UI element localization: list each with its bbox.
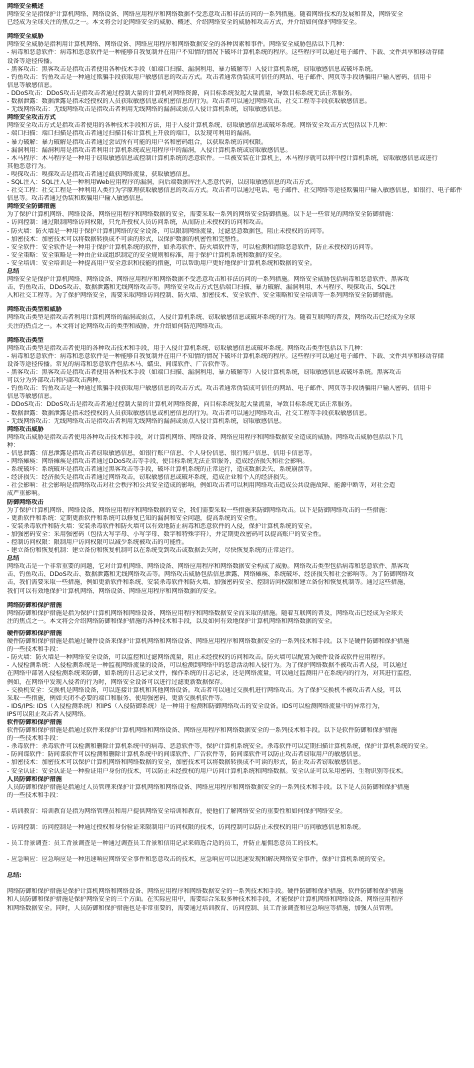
list-item: - 病毒和恶意软件：病毒和恶意软件是一种能够自我复制并在用户不知情的情况下破坏计算机系统的程序。这些程序可以通过电子邮件、下载、文件共享和移动存储 [7, 352, 444, 360]
list-item: - 防火墙：防火墙是一种用于保护计算机网络的安全设备，可以限制网络流量，过滤恶意数据包，阻止未授权的访问等。 [7, 227, 329, 235]
paragraph-line: 的一些技术和手段： [7, 735, 62, 743]
paragraph-line: 网络攻击威胁是指攻击者使用各种攻击技术和手段，对计算机网络、网络设备、网络应用程序和网络数据安全造成的威胁。网络攻击威胁包括以下几 [7, 433, 404, 441]
list-item: - 安装杀毒软件和防火墙：安装杀毒软件和防火墙可以有效地防止病毒和恶意软件的入侵，保护计算机系统的安全。 [7, 522, 316, 530]
paragraph-line: 我们可以有效地保护计算机网络、网络设备、网络应用程序和网络数据的安全。 [7, 587, 221, 595]
list-item: 信息等敏感信息。 [7, 81, 56, 89]
list-item: - 安全认证：安全认证是一种验证用户身份的技术，可以防止未经授权的用户访问计算机系统和网络数据。安全认证可以采用密码、生物识别等技术。 [7, 767, 408, 775]
paragraph-line: 的一些技术和手段： [7, 646, 62, 654]
paragraph-line: 网络攻击是一个非常重要的问题，它对计算机网络、网络设备、网络应用程序和网络数据安全构成了威胁。网络攻击类型包括病毒和恶意软件、黑客攻 [7, 563, 410, 571]
list-item: - 员工背景调查：员工背景调查是一种通过调查员工背景和信用记录来筛选合适的员工，并防止雇佣恶意员工的技术。 [7, 840, 322, 848]
paragraph-line: 击、钓鱼攻击、DDoS攻击、数据泄露和无线网络攻击等。网络安全攻击方式包括端口扫描、暴力破解、漏洞利用、木马程序、嗅探攻击、SQL注 [7, 284, 396, 292]
list-item: - 无线网络攻击：无线网络攻击是指攻击者利用无线网络的漏洞或弱点入侵计算机系统，窃取敏感信息。 [7, 106, 286, 114]
list-item: 可以分为外部攻击和内部攻击两种。 [7, 377, 105, 385]
list-item: - 防火墙：防火墙是一种网络安全设备，可以监控和过滤网络流量，阻止未经授权的访问和攻击。防火墙可以配置为硬件设备或软件应用程序。 [7, 654, 389, 662]
section-title: 网络安全防御措施 [7, 203, 56, 211]
list-item: - DDoS攻击：DDoS攻击是指攻击者通过控制大量的计算机对网络资源，向目标系统发起大量流量，导致目标系统无法正常服务。 [7, 89, 356, 97]
paragraph-line: 和网络数据安全。同时，人员防御和保护措施也是非常重要的，需要通过培训教育、访问控制、员工背景调查和应急响应等措施，加强人员管理。 [7, 904, 397, 912]
section-title: 总结 [7, 555, 20, 563]
list-item: - DDoS攻击：DDoS攻击是指攻击者通过控制大量的计算机对网络资源，向目标系统发起大量流量，导致目标系统无法正常服务。 [7, 401, 356, 409]
list-item: - 系统破坏：系统破坏是指攻击者通过黑客攻击等手段，破坏计算机系统的正常运行，造成数据丢失、系统崩溃等。 [7, 466, 316, 474]
list-item: - 应急响应：应急响应是一种迅速响应网络安全事件和恶意攻击的技术，应急响应可以迅速发现和解决网络安全事件，保护计算机系统的安全。 [7, 856, 389, 864]
list-item: - 信息泄露：信息泄露是指攻击者窃取敏感信息，如银行账户信息、个人身份信息、银行账户信息、信用卡信息等。 [7, 449, 316, 457]
section-title: 硬件防御和保护措施 [7, 629, 62, 637]
list-item: - SQL注入：SQL注入是一种利用Web应用程序的漏洞，向后端数据库注入恶意代码，以窃取敏感信息的攻击方式。 [7, 178, 317, 186]
paragraph-line: 网络安全威胁是指利用计算机网络、网络设备、网络应用程序和网络数据安全的各种因素和事件。网络安全威胁包括以下几种： [7, 41, 349, 49]
list-item: - 暴力破解：暴力破解是指攻击者通过尝试所有可能的用户名和密码组合，以获取系统访问权限。 [7, 138, 268, 146]
section-title: 网络安全威胁 [7, 33, 44, 41]
list-item: - 黑客攻击：黑客攻击是指攻击者使用各种技术手段（如端口扫描、漏洞利用、暴力破解等）入侵计算机系统，窃取敏感信息或破坏系统。 [7, 65, 377, 73]
section-title: 总结 [7, 268, 20, 275]
paragraph-line: 网络攻击类型是指攻击者使用的各种攻击技术和手段，用于入侵计算机系统、窃取敏感信息或破坏系统。网络攻击类型包括以下几种： [7, 344, 367, 352]
paragraph-line: 和人员防御和保护措施是保护网络安全的三个方面。在实际应用中，需要综合采取多种技术和手段，才能保护计算机网络和网络设备、网络应用程序 [7, 896, 404, 904]
list-item: - 社交工程：社交工程是一种利用人类行为学原理获取敏感信息的攻击方式。攻击者可以通过电话、电子邮件、社交网络等途径欺骗用户输入敏感信息，如银行、电子邮件 [7, 187, 463, 195]
list-item: - 端口扫描：端口扫描是指攻击者通过扫描目标计算机上开放的端口，以发现可利用的漏洞。 [7, 130, 255, 138]
paragraph-line: 硬件防御和保护措施是指通过硬件设备来保护计算机网络和网络设备、网络应用程序和网络数据安全的一系列技术和手段。以下是硬件防御和保护措施 [7, 638, 410, 646]
section-title: 网络攻击威胁 [7, 425, 44, 433]
section-title: 软件防御和保护措施 [7, 718, 62, 726]
paragraph-line: 的一些技术和手段： [7, 791, 62, 799]
list-item: - 网络瘫痪：网络瘫痪是指攻击者通过DDoS攻击等手段，使目标系统无法正常服务，造成经济损失和社会影响。 [7, 458, 309, 466]
list-item: - 钓鱼攻击：钓鱼攻击是一种通过欺骗手段获取用户敏感信息的攻击方式。攻击者通常伪装成可信任的网站、电子邮件、网页等手段诱骗用户输入密码、信用卡 [7, 385, 432, 393]
list-item: - 经济损失：经济损失是指攻击者通过网络攻击，窃取敏感信息或破坏系统，造成企业和个人的经济损失。 [7, 474, 292, 482]
paragraph-line: 已经成为全球关注的焦点之一。本文将会讨论网络安全的威胁、概述、介绍网络安全的威胁和攻击方式，并介绍如何保护网络安全。 [7, 19, 361, 27]
list-item: - 安全策略：安全策略是一种由企业或组织制定的安全规则和标准，用于保护计算机系统和数据的安全。 [7, 251, 286, 259]
list-item: - 病毒和恶意软件：病毒和恶意软件是一种能够自我复制并在用户不知情的情况下破坏计算机系统的程序。这些程序可以通过电子邮件、下载、文件共享和移动存储 [7, 49, 444, 57]
paragraph-line: 网络攻击类型是指攻击者利用计算机网络的漏洞或弱点，入侵计算机系统、窃取敏感信息或破坏系统的行为。随着互联网的普及，网络攻击已经成为全球 [7, 314, 416, 322]
paragraph-line: 为了保护计算机网络、网络设备、网络应用程序和网络数据的安全，需要采取一系列的网络安全防御措施。以下是一些常见的网络安全防御措施： [7, 211, 397, 219]
paragraph-line: 网络安全是保护计算机网络、网络设备、网络应用程序和网络数据不受恶意攻击和非法访问的一系列措施。网络安全威胁包括病毒和恶意软件、黑客攻 [7, 276, 410, 284]
paragraph-line: 为了保护计算机网络、网络设备、网络应用程序和网络数据的安全，我们需要采取一些措施来防御网络攻击。以下是防御网络攻击的一些措施： [7, 506, 391, 514]
list-item: - 木马程序：木马程序是一种用于窃取敏感信息或控制计算机系统的恶意软件。一旦被安装在计算机上，木马程序就可以将中控计算机系统，窃取敏感信息或进行 [7, 154, 438, 162]
list-item: - 无线网络攻击：无线网络攻击是指攻击者利用无线网络的漏洞或弱点入侵计算机系统，窃取敏感信息。 [7, 417, 286, 425]
list-item: - 加密技术：加密技术可以保护计算机网络和网络数据的安全，加密技术可以将数据转换成不可读的形式，防止攻击者窃取敏感信息。 [7, 759, 365, 767]
paragraph-line: 网络防御和保护措施是保护计算机网络和网络设备、网络应用程序和网络数据安全的一系列技术和手段。硬件防御和保护措施、软件防御和保护措施 [7, 888, 404, 896]
paragraph-line: 种： [7, 441, 20, 449]
list-item: - 安全培训：安全培训是一种提高用户安全意识和技能的措施，可以帮助用户更好地保护计算机系统和数据的安全。 [7, 259, 316, 267]
list-item: 设备等途径传播。 [7, 57, 56, 65]
list-item: - 杀毒软件：杀毒软件可以检测和删除计算机系统中的病毒、恶意软件等，保护计算机系统安全。杀毒软件可以定期扫描计算机系统，保护计算机系统的安全。 [7, 743, 432, 751]
list-item: 设备等途径传播。常见的病毒和恶意软件包括木马、蠕虫、间谍软件、广告软件等。 [7, 360, 233, 368]
section-title: 网络防御和保护措施 [7, 601, 62, 609]
paragraph-line: 网络安全攻击方式是指攻击者使用的各种技术手段和方法，用于入侵计算机系统、窃取敏感信息或破坏系统。网络安全攻击方式包括以下几种： [7, 122, 391, 130]
list-item: - 数据泄露：数据泄露是指未经授权的人员获取敏感信息或机密信息的行为。攻击者可以通过网络攻击、社交工程等手段获取敏感信息。 [7, 98, 371, 106]
list-item: - 控制访问权限：限制用户访问权限可以减少系统被攻击的可能性。 [7, 539, 188, 546]
list-item: 信息等。攻击者通过伪装和欺骗用户输入敏感信息。 [7, 195, 148, 203]
section-title: 人员防御和保护措施 [7, 775, 62, 783]
paragraph-line: 网络防御和保护措施是指为保护计算机网络和网络设备、网络应用程序和网络数据安全而采取的措施。随着互联网的普及，网络攻击已经成为全球关 [7, 609, 404, 617]
list-item: 例如，在网络中发现入侵者的行为时，网络安全设备可以进行过滤更新数据保存。 [7, 678, 227, 686]
list-item: 采取一些措施，例如关闭不必要的端口和服务、使用强密码、更新交换机软件等。 [7, 694, 227, 702]
list-item: IPS可以阻止攻击者入侵网络。 [7, 710, 90, 718]
paragraph-line: 软件防御和保护措施是指通过软件来保护计算机网络和网络设备、网络应用程序和网络数据安全的一系列技术和手段。以下是软件防御和保护措施 [7, 727, 397, 735]
list-item: - 加强密码安全：采用强密码（包括大写字母、小写字母、数字和特殊字符），并定期更改密码可以提高账户的安全性。 [7, 530, 325, 538]
list-item: - 培训教育：培训教育是指为网络管理员和用户提供网络安全培训和教育，使他们了解网络安全的重要性和如何保护网络安全。 [7, 807, 347, 815]
paragraph-line: 击、钓鱼攻击、DDoS攻击、数据泄露和无线网络攻击等。网络攻击威胁包括信息泄露、网络瘫痪、系统破坏、经济损失和社会影响等。为了防御网络攻 [7, 571, 414, 579]
list-item: - IDS/IPS: IDS（入侵检测系统）和IPS（入侵防御系统）是一种用于检测和防御网络攻击的安全设备。IDS可以检测网络流量中的异常行为， [7, 702, 384, 710]
list-item: - 更新软件和系统：定期更新软件和系统可以修复已知的漏洞和安全问题，提高系统的安全性。 [7, 514, 261, 522]
list-item: - 入侵检测系统：入侵检测系统是一种监视网络流量的设备，可以检测到网络中的恶意活动和入侵行为。为了保护网络数据不被攻击者入侵，可以通过 [7, 662, 408, 670]
list-item: - 安全软件：安全软件是一种用于保护计算机系统的软件，如杀毒软件、防火墙软件等，可以检测和清除恶意软件，防止未授权的访问等。 [7, 243, 377, 251]
paragraph-line: 人员防御和保护措施是指通过人员管理来保护计算机网络和网络设备、网络应用程序和网络数据安全的一系列技术和手段。以下是人员防御和保护措施 [7, 783, 410, 791]
list-item: - 数据泄露：数据泄露是指未经授权的人员获取敏感信息或机密信息的行为。攻击者可以通过网络攻击、社交工程等手段获取敏感信息。 [7, 409, 371, 417]
section-title: 网络攻击类型和威胁 [7, 306, 62, 314]
list-item: - 社会影响：社会影响是指网络攻击对社会秩序和公共安全造成的影响，例如攻击者可以利用网络攻击造成公共设施故障、能源中断等，对社会造 [7, 482, 396, 490]
list-item: - 钓鱼攻击：钓鱼攻击是一种通过欺骗手段获取用户敏感信息的攻击方式。攻击者通常伪装成可信任的网站、电子邮件、网页等手段诱骗用户输入密码、信用卡 [7, 73, 432, 81]
list-item: - 访问控制：访问控制是一种通过授权和身份验证来限制用户访问权限的技术，访问控制可以防止未授权的用户访问敏感信息和系统。 [7, 824, 365, 831]
list-item: - 防间谍软件：防间谍软件可以检测和删除计算机系统中的间谍软件、广告软件等，防间谍软件可以防止攻击者窃取用户的敏感信息。 [7, 751, 365, 759]
list-item: - 建立备份和恢复机制：建立备份和恢复机制可以在系统受到攻击或数据丢失时，尽快恢复系统的正常运行。 [7, 547, 298, 555]
list-item: 其他恶意行为。 [7, 162, 50, 170]
paragraph-line: 注的焦点之一。本文将会介绍网络防御和保护措施的各种技术和手段，以及如何有效地保护计算机网络和网络数据的安全。 [7, 617, 337, 625]
paragraph-line: 入和社交工程等。为了保护网络安全，需要采取网络访问控制、防火墙、加密技术、安全软件、安全策略和安全培训等一系列网络安全防御措施。 [7, 292, 397, 300]
section-title: 网络安全概述 [7, 3, 44, 10]
paragraph-line: 击，我们需要采取一些措施，例如更新软件和系统、安装杀毒软件和防火墙、加强密码安全、控制访问权限和建立备份和恢复机制等。通过这些措施， [7, 579, 410, 587]
list-item: 成严重影响。 [7, 490, 44, 498]
list-item: - 加密技术：加密技术可以将数据转换成不可读的形式，以保护数据的机密性和完整性。 [7, 235, 243, 243]
section-title: 网络安全攻击方式 [7, 114, 56, 122]
list-item: - 漏洞利用：漏洞利用是指攻击者利用计算机系统或应用程序中的漏洞，入侵计算机系统或窃取敏感信息。 [7, 146, 292, 154]
section-title: 网络攻击类型 [7, 336, 44, 344]
paragraph-line: 关注的热点之一。本文将讨论网络攻击的类型和威胁，并介绍如何防范网络攻击。 [7, 322, 227, 330]
section-title: 总结: [7, 872, 22, 880]
list-item: 信息等敏感信息。 [7, 393, 56, 401]
list-item: - 访问控制：通过限制网络访问权限，只允许授权人员访问系统，从而防止未授权的访问和攻击。 [7, 219, 268, 227]
list-item: - 黑客攻击：黑客攻击是指攻击者使用各种技术手段（如端口扫描、漏洞利用、暴力破解等）入侵计算机系统，窃取敏感信息或破坏系统。黑客攻击 [7, 369, 402, 377]
list-item: - 交换机安全：交换机是网络设备，可以连接计算机和其他网络设备。攻击者可以通过交换机进行网络攻击。为了保护交换机不被攻击者入侵，可以 [7, 686, 402, 694]
section-title: 防御网络攻击 [7, 498, 44, 506]
list-item: - 嗅探攻击：嗅探攻击是指攻击者通过截获网络流量，获取敏感信息。 [7, 170, 194, 178]
paragraph-line: 网络安全是指保护计算机网络、网络设备、网络应用程序和网络数据不受恶意攻击和非法访问的一系列措施。随着网络技术的发展和普及，网络安全 [7, 11, 404, 19]
list-item: 在网络中部署入侵检测系统来防御，如系统的日志记录文件，操作系统的日志记录，还是网络流量，可以通过监测用户在系统内的行为，对其进行监控， [7, 670, 416, 678]
